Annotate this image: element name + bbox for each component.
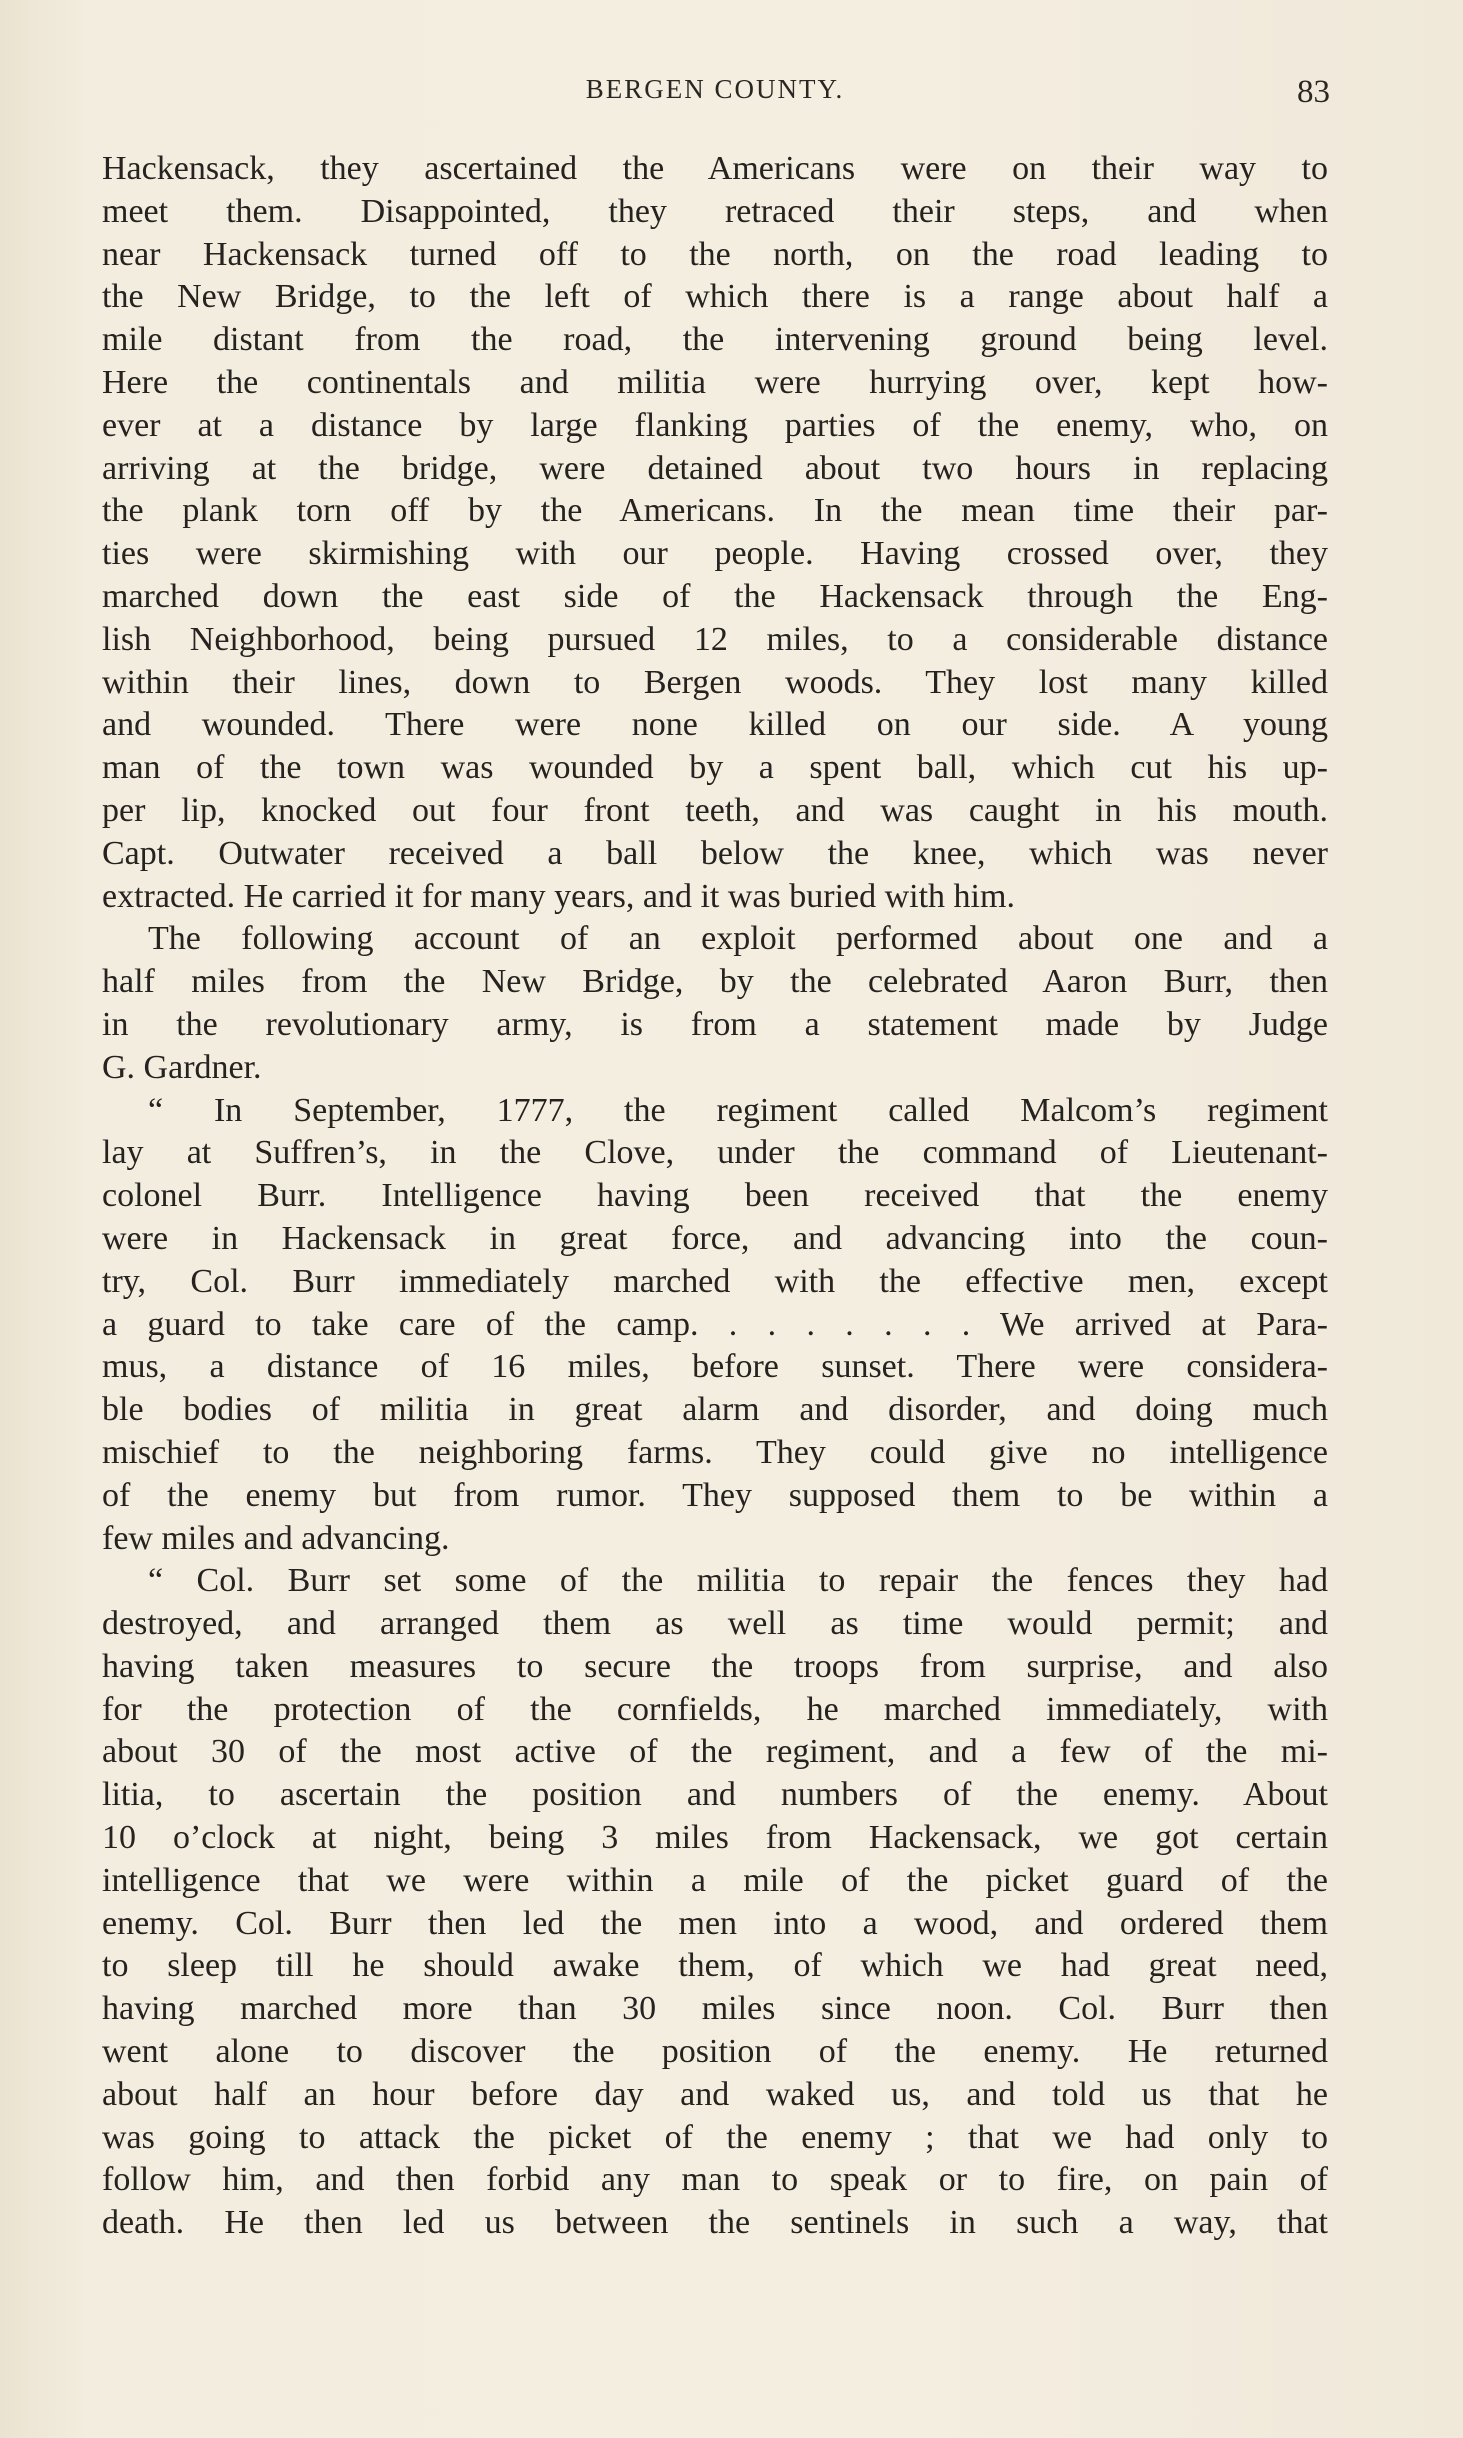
text-line: in the revolutionary army, is from a statement made by Judge (102, 1005, 1328, 1043)
page-header (100, 66, 1330, 116)
text-line: Hackensack, they ascertained the Americans were on their way to (102, 150, 1328, 187)
text-line: for the protection of the cornfields, he marched immediately, with (102, 1690, 1328, 1728)
text-line: mus, a distance of 16 miles, before sunset. There were considera- (102, 1348, 1328, 1386)
text-line: marched down the east side of the Hackensack through the Eng- (102, 577, 1328, 615)
text-line: lay at Suffren’s, in the Clove, under the command of Lieutenant- (102, 1134, 1328, 1172)
text-line: “ Col. Burr set some of the militia to repair the fences they had (148, 1562, 1328, 1600)
text-line: colonel Burr. Intelligence having been received that the enemy (102, 1177, 1328, 1215)
text-line: Capt. Outwater received a ball below the knee, which was never (102, 834, 1328, 872)
text-line: having marched more than 30 miles since noon. Col. Burr then (102, 1990, 1328, 2028)
text-line: The following account of an exploit performed about one and a (148, 920, 1328, 958)
text-line: mischief to the neighboring farms. They could give no intelligence (102, 1433, 1328, 1471)
text-line: intelligence that we were within a mile of the picket guard of the (102, 1861, 1328, 1899)
text-line: man of the town was wounded by a spent ball, which cut his up- (102, 749, 1328, 787)
text-line: meet them. Disappointed, they retraced their steps, and when (102, 192, 1328, 230)
text-line: the plank torn off by the Americans. In the mean time their par- (102, 492, 1328, 530)
text-line: were in Hackensack in great force, and advancing into the coun- (102, 1219, 1328, 1257)
text-line: ever at a distance by large flanking parties of the enemy, who, on (102, 406, 1328, 444)
text-line: within their lines, down to Bergen woods. They lost many killed (102, 663, 1328, 701)
text-line: mile distant from the road, the intervening ground being level. (102, 321, 1328, 359)
text-line: per lip, knocked out four front teeth, and was caught in his mouth. (102, 791, 1328, 829)
page-number: 83 (1297, 74, 1330, 110)
text-line: having taken measures to secure the troops from surprise, and also (102, 1647, 1328, 1685)
text-line: near Hackensack turned off to the north, on the road leading to (102, 235, 1328, 273)
text-line: to sleep till he should awake them, of which we had great need, (102, 1947, 1328, 1985)
text-line: half miles from the New Bridge, by the celebrated Aaron Burr, then (102, 963, 1328, 1001)
text-line: the New Bridge, to the left of which there is a range about half a (102, 278, 1328, 316)
text-line: Here the continentals and militia were hurrying over, kept how- (102, 363, 1328, 401)
text-line: arriving at the bridge, were detained about two hours in replacing (102, 449, 1328, 487)
text-line: enemy. Col. Burr then led the men into a wood, and ordered them (102, 1904, 1328, 1942)
text-line: was going to attack the picket of the enemy ; that we had only to (102, 2118, 1328, 2156)
body-text (102, 148, 1328, 2245)
text-line: ties were skirmishing with our people. Having crossed over, they (102, 535, 1328, 573)
text-line: about half an hour before day and waked us, and told us that he (102, 2075, 1328, 2113)
text-line: follow him, and then forbid any man to speak or to fire, on pain of (102, 2161, 1328, 2199)
text-line: 10 o’clock at night, being 3 miles from Hackensack, we got certain (102, 1819, 1328, 1857)
text-line: about 30 of the most active of the regiment, and a few of the mi- (102, 1733, 1328, 1771)
text-line: few miles and advancing. (102, 1519, 450, 1557)
text-line: try, Col. Burr immediately marched with the effective men, except (102, 1262, 1328, 1300)
text-line: a guard to take care of the camp. . . . . . . . We arrived at Para- (102, 1305, 1328, 1343)
text-line: litia, to ascertain the position and numbers of the enemy. About (102, 1776, 1328, 1814)
text-line: ble bodies of militia in great alarm and disorder, and doing much (102, 1391, 1328, 1429)
text-line: lish Neighborhood, being pursued 12 miles, to a considerable distance (102, 620, 1328, 658)
text-line: death. He then led us between the sentinels in such a way, that (102, 2204, 1328, 2242)
text-line: went alone to discover the position of the enemy. He returned (102, 2033, 1328, 2071)
running-head: BERGEN COUNTY. (585, 74, 845, 104)
text-line: G. Gardner. (102, 1048, 262, 1086)
text-line: destroyed, and arranged them as well as time would permit; and (102, 1605, 1328, 1643)
text-line: and wounded. There were none killed on our side. A young (102, 706, 1328, 744)
text-line: of the enemy but from rumor. They supposed them to be within a (102, 1476, 1328, 1514)
text-line: “ In September, 1777, the regiment called Malcom’s regiment (148, 1091, 1328, 1129)
text-line: extracted. He carried it for many years, and it was buried with him. (102, 877, 1015, 915)
